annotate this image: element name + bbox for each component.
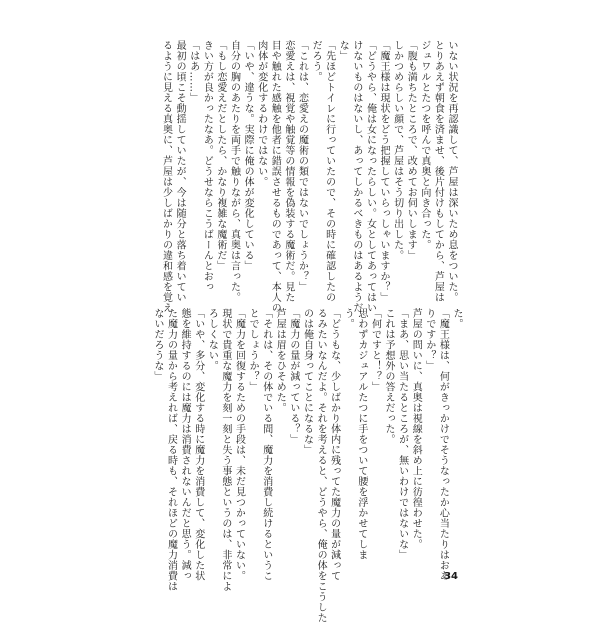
text-line: るみたいなんだよ。それを考えると、どうやら、俺の体をこうした bbox=[315, 308, 327, 623]
text-line: ろしくない。 bbox=[206, 308, 218, 371]
text-line: 「どうもな、少しばかり体内に残ってた魔力の量が減って bbox=[328, 308, 340, 581]
text-line: 態を維持するのには魔力は消費されないんだと思う。減っ bbox=[179, 308, 191, 581]
text-line: だろう。 bbox=[310, 40, 322, 82]
text-line: 「どうやら、俺は女になったらしい。女としてあってはい bbox=[364, 40, 376, 313]
text-line: ジュワルとたつを呼んで真奥と向き合った。 bbox=[418, 40, 430, 250]
text-line: いない状況を再認識して、芦屋は深いため息をついた。 bbox=[446, 40, 457, 303]
text-line: 「もし恋愛えだとしたら、かなり複雑な魔術だ」 bbox=[214, 40, 226, 271]
text-line: ないだろうな」 bbox=[151, 308, 163, 382]
text-line: 「まあ、思い当たるところが、無いわけではないな」 bbox=[396, 308, 408, 560]
top-text-column bbox=[159, 40, 458, 313]
text-line: 「いや、多分、変化する時に魔力を消費して、変化した状 bbox=[192, 308, 204, 581]
text-line: た。 bbox=[451, 308, 462, 329]
text-line: のは俺自身ってことになるな」 bbox=[301, 308, 313, 455]
text-line: 恋愛えは、視覚や触覚等の情報を偽装する魔術だ。見た bbox=[282, 40, 294, 303]
text-line: た魔力の量から考えれば、戻る時も、それほどの魔力消費は bbox=[165, 308, 177, 592]
text-line: 「何ですと！？」 bbox=[369, 308, 381, 392]
text-line: 「先ほどトイレに行っていたので、その時に確認したの bbox=[323, 40, 335, 303]
text-line: な」 bbox=[337, 40, 349, 61]
text-line: 「魔力を回復するための手段は、未だ見つかっていない。 bbox=[233, 308, 245, 581]
text-line: けないものはないし、あってしかるべきものはあるようだ bbox=[350, 40, 362, 313]
text-line: とでしょうか？」 bbox=[247, 308, 259, 392]
text-line: きい方が良かったなあ。どうせならこうばーんとおっ bbox=[201, 40, 213, 292]
text-line: これは予想外の答えだった。 bbox=[383, 308, 395, 445]
text-line: とりあえず朝食を済ませ、後片付けもしてから、芦屋は bbox=[432, 40, 444, 303]
text-line: 現状で貴重な魔力を刻一刻と失う事態というのは、非常によ bbox=[219, 308, 231, 592]
text-line: 「はあ……」 bbox=[187, 40, 199, 103]
text-line: 肉体が変化するわけではない。 bbox=[255, 40, 267, 187]
text-line: 自分の胸のあたりを両手で触りながら、真奥は言った。 bbox=[228, 40, 240, 303]
text-line: 「魔力の量が減っている？」 bbox=[287, 308, 299, 445]
text-line: 思わずカジュアルたつに手をついて腰を浮かせてしま bbox=[355, 308, 367, 560]
text-line: 「魔王様は現状をどう把握していらっしゃいますか？」 bbox=[378, 40, 390, 303]
text-line: るように見える真奥に、芦屋は少しばかりの違和感を覚え bbox=[160, 40, 172, 313]
text-line: しかつめらしい顔で、芦屋はそう切り出した。 bbox=[391, 40, 403, 261]
text-line: 「魔王様は、何がきっかけでそうなったか心当たりはおあ bbox=[437, 308, 449, 581]
text-line: 「腹も満ちたところで、改めてお伺いします」 bbox=[405, 40, 417, 261]
text-line: 「それは、その体でいる間、魔力を消費し続けるというこ bbox=[260, 308, 272, 581]
page-number: 34 bbox=[444, 571, 458, 582]
text-line: りですか？」 bbox=[423, 308, 435, 371]
text-line: う。 bbox=[342, 308, 354, 329]
text-line: 目や触れた感触を他者に錯誤させるものであって、本人の bbox=[269, 40, 281, 313]
text-line: 芦屋は眉をひそめた。 bbox=[274, 308, 286, 413]
text-line: 最初の頃こそ動揺していたが、今は随分と落ち着いてい bbox=[174, 40, 186, 303]
text-line: 「いや、違うな。実際に俺の体が変化している」 bbox=[242, 40, 254, 271]
text-line: 芦屋の問いに、真奥は視線を斜め上に彷徨わせた。 bbox=[410, 308, 422, 550]
text-line: 「これは、恋愛えの魔術の類ではないでしょうか？」 bbox=[296, 40, 308, 292]
